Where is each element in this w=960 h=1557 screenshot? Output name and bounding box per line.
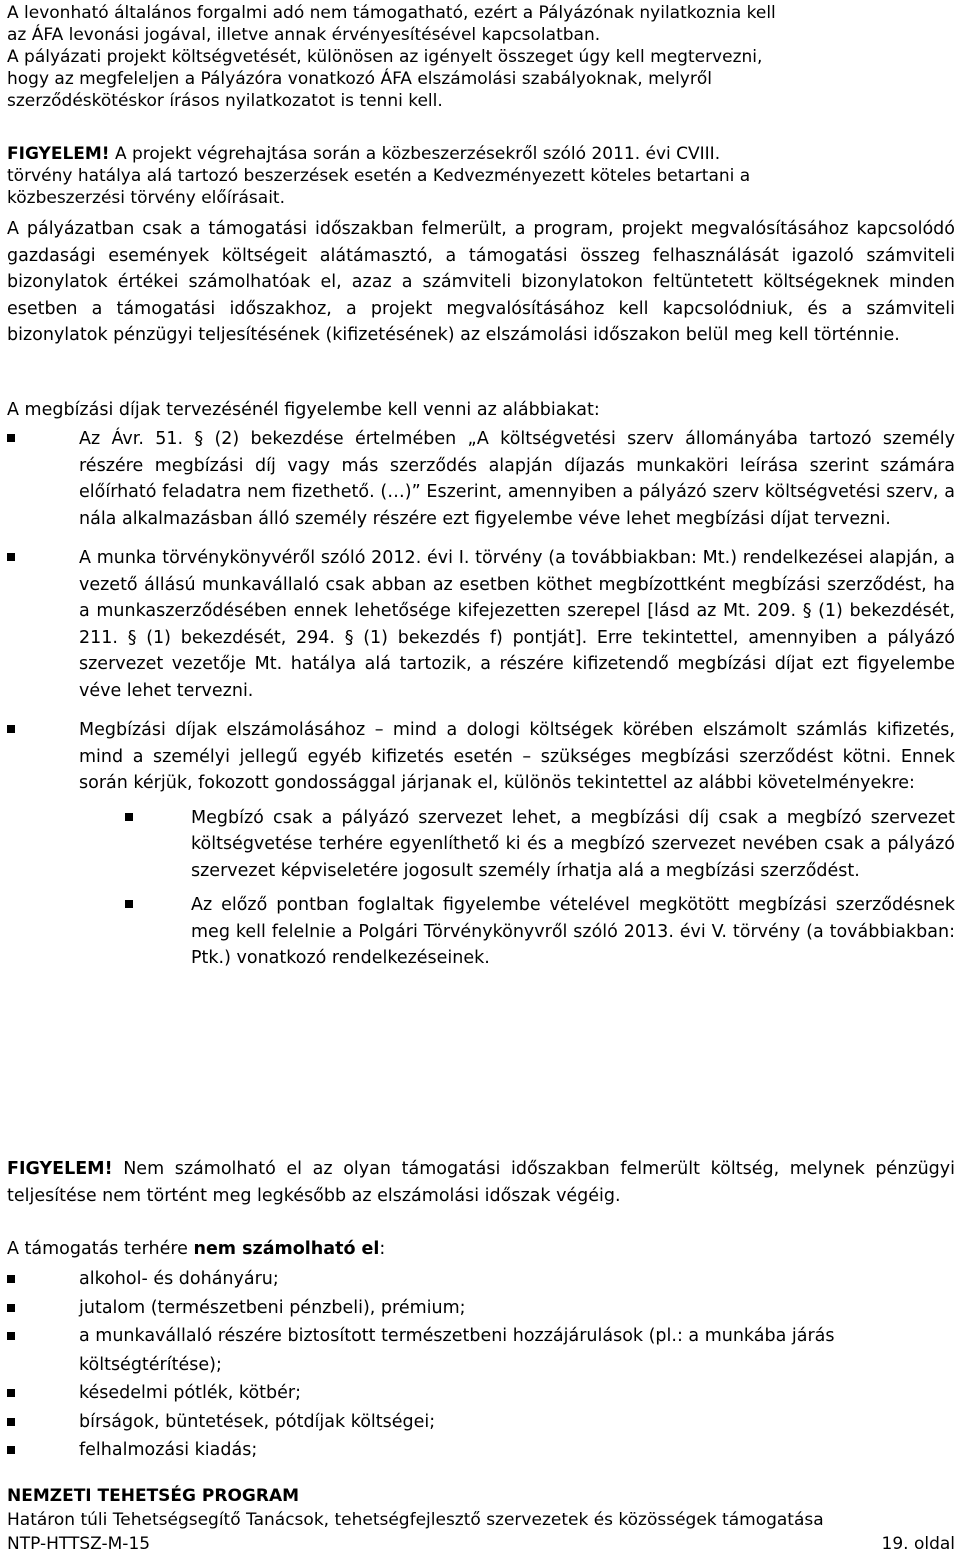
not-eligible-item-alcohol: alkohol- és dohányáru; (7, 1265, 955, 1294)
not-eligible-list (7, 1265, 955, 1465)
settlement-warning (7, 1156, 955, 1209)
warning2-text: Nem számolható el az olyan támogatási időszakban felmerült költség, melynek pénzügyi teljesítése nem történt meg legkésőbb az elszámolási időszak végéig. (7, 1159, 955, 1206)
fees-item-avr: Az Ávr. 51. § (2) bekezdése értelmében „A költségvetési szerv állományába tartozó személy részére megbízási díj vagy más szerződés alapján díjazás munkaköri leírása szerint számára előírható feladatra nem fizethető. (…)” Eszerint, amennyiben a pályázó szerv költségvetési szerv, a nála alkalmazásban álló személy részére ezt figyelembe véve lehet megbízási díjat tervezni. (7, 426, 955, 532)
not-eligible-emphasis: nem számolható el (193, 1239, 380, 1259)
fees-list (7, 426, 955, 972)
warning-label: FIGYELEM! (7, 144, 110, 164)
not-eligible-intro: A támogatás terhére (7, 1239, 194, 1259)
footer-row (7, 1532, 955, 1556)
fees-heading: A megbízási díjak tervezésénél figyelembe kell venni az alábbiakat: (7, 400, 600, 420)
not-eligible-colon: : (379, 1239, 386, 1259)
vat-section (7, 2, 955, 112)
support-period-paragraph: A pályázatban csak a támogatási időszakban felmerült, a program, projekt megvalósításához kapcsolódó gazdasági események költségeit alátámasztó, a támogatási összeg felhasználását igazoló számviteli bizonylatok értékei számolhatóak el, azaz a számviteli bizonylatokon feltüntetett költségeknek minden esetben a támogatási időszakhoz, a projekt megvalósításához kell kapcsolódniuk, és a számviteli bizonylatok pénzügyi teljesítésének (kifizetésének) az elszámolási időszakon belül meg kell történnie. (7, 219, 955, 345)
not-eligible-item-penalty: késedelmi pótlék, kötbér; (7, 1379, 955, 1408)
vat-line-5: szerződéskötéskor írásos nyilatkozatot is tenni kell. (7, 91, 443, 111)
footer-code: NTP-HTTSZ-M-15 (7, 1534, 151, 1554)
warning-line-1 (7, 143, 955, 165)
warning-line-2: törvény hatálya alá tartozó beszerzések esetén a Kedvezményezett köteles betartani a (7, 166, 751, 186)
not-eligible-item-fines: bírságok, büntetések, pótdíjak költségei; (7, 1408, 955, 1437)
fees-subitem-ptk: Az előző pontban foglaltak figyelembe vételével megkötött megbízási szerződésnek meg kell felelnie a Polgári Törvénykönyvről szóló 2013. évi V. törvény (a továbbiakban: Ptk.) vonatkozó rendelkezéseinek. (7, 892, 955, 972)
fees-subitem-client: Megbízó csak a pályázó szervezet lehet, a megbízási díj csak a megbízó szervezet költségvetése terhére egyenlíthető ki és a megbízó szervezet nevében csak a pályázó szervezet képviseletére jogosult személy írhatja alá a megbízási szerződést. (7, 805, 955, 885)
warning2-label: FIGYELEM! (7, 1159, 113, 1179)
procurement-warning (7, 143, 955, 209)
fees-item-mt: A munka törvénykönyvéről szóló 2012. évi I. törvény (a továbbiakban: Mt.) rendelkezései alapján, a vezető állású munkavállaló csak abban az esetben köthet megbízottként megbízási szerződést, ha a munkaszerződésében ennek lehetősége kifejezetten szerepel [lásd az Mt. 209. § (1) bekezdését, 211. § (1) bekezdését, 294. § (1) bekezdés f) pontját]. Erre tekintettel, amennyiben a pályázó szervezet vezetője Mt. hatálya alá tartozik, a részére kifizetendő megbízási díjat ezt figyelembe véve lehet tervezni. (7, 545, 955, 704)
warning-line-3: közbeszerzési törvény előírásait. (7, 188, 286, 208)
footer-page-number: 19. oldal (881, 1534, 955, 1554)
vat-line-1: A levonható általános forgalmi adó nem támogatható, ezért a Pályázónak nyilatkoznia kell (7, 3, 776, 23)
vat-line-2: az ÁFA levonási jogával, illetve annak érvényesítésével kapcsolatban. (7, 25, 601, 45)
vat-line-3: A pályázati projekt költségvetését, különösen az igényelt összeget úgy kell megtervezni, (7, 47, 763, 67)
footer-subtitle: Határon túli Tehetségsegítő Tanácsok, tehetségfejlesztő szervezetek és közösségek támogatása (7, 1510, 824, 1530)
not-eligible-item-bonus: jutalom (természetbeni pénzbeli), prémium; (7, 1294, 955, 1323)
warning-text: A projekt végrehajtása során a közbeszerzésekről szóló 2011. évi CVIII. (109, 144, 721, 164)
not-eligible-heading (7, 1236, 955, 1263)
vat-line-4: hogy az megfeleljen a Pályázóra vonatkozó ÁFA elszámolási szabályoknak, melyről (7, 69, 712, 89)
footer-program: NEMZETI TEHETSÉG PROGRAM (7, 1486, 300, 1506)
not-eligible-item-capex: felhalmozási kiadás; (7, 1436, 955, 1465)
page-footer (7, 1484, 955, 1556)
not-eligible-item-benefits: a munkavállaló részére biztosított természetbeni hozzájárulások (pl.: a munkába járás költségtérítése); (7, 1322, 955, 1379)
fees-item-contract: Megbízási díjak elszámolásához – mind a dologi költségek körében elszámolt számlás kifizetés, mind a személyi jellegű egyéb kifizetés esetén – szükséges megbízási szerződést kötni. Ennek során kérjük, fokozott gondossággal járjanak el, különös tekintettel az alábbi követelményekre: (7, 717, 955, 797)
